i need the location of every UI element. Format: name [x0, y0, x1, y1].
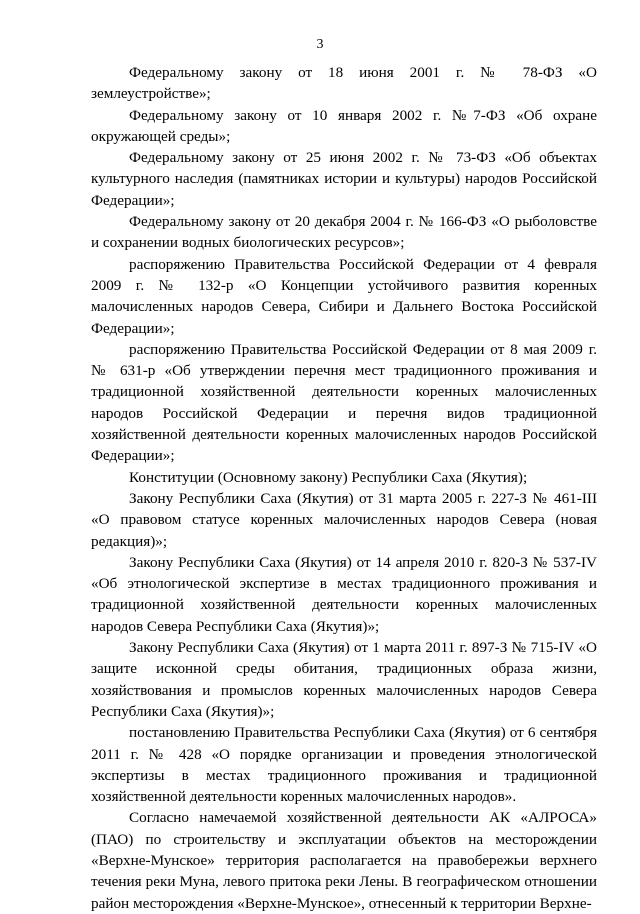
paragraph-law-yakutia-715: Закону Республики Саха (Якутия) от 1 марта 2011 г. 897-З № 715-IV «О защите исконной среды обитания, традиционных образа жизни, хозяйствования и промыслов коренных малочисленных народов Севера Республики Саха (Якутия)»;	[91, 639, 597, 720]
paragraph-law-yakutia-461: Закону Республики Саха (Якутия) от 31 марта 2005 г. 227-З № 461-III «О правовом статусе коренных малочисленных народов Севера (новая редакция)»;	[91, 489, 597, 550]
paragraph-resolution-428: постановлению Правительства Республики Саха (Якутия) от 6 сентября 2011 г. № 428 «О порядке организации и проведения этнологической экспертизы в местах традиционного проживания и традиционной хозяйственной деятельности коренных малочисленных народов».	[91, 724, 597, 806]
paragraph-alrosa-activity: Согласно намечаемой хозяйственной деятельности АК «АЛРОСА» (ПАО) по строительству и эксплуатации объектов на месторождении «Верхне-Мунское» территория располагается на правобережьи верхнего течения реки Муна, левого притока реки Лены. В географическом отношении район месторождения «Верхне-Мунское», отнесенный к территории Верхне-	[91, 809, 597, 912]
paragraph-constitution-yakutia: Конституции (Основному закону) Республики Саха (Якутия);	[129, 468, 528, 486]
paragraph-law-yakutia-537: Закону Республики Саха (Якутия) от 14 апреля 2010 г. 820-З № 537-IV «Об этнологической экспертизе в местах традиционного проживания и традиционной хозяйственной деятельности коренных малочисленных народов Севера Республики Саха (Якутия)»;	[91, 553, 597, 635]
page-number: 3	[316, 37, 324, 52]
paragraph-law-land-management: Федеральному закону от 18 июня 2001 г. № 78-ФЗ «О землеустройстве»;	[91, 64, 597, 103]
paragraph-order-631r: распоряжению Правительства Российской Федерации от 8 мая 2009 г. № 631-р «Об утверждении перечня мест традиционного проживания и традиционной хозяйственной деятельности коренных малочисленных народов Российской Федерации и перечня видов традиционной хозяйственной деятельности коренных малочисленных народов Российской Федерации»;	[91, 340, 597, 465]
paragraph-law-environment: Федеральному закону от 10 января 2002 г. №7-ФЗ «Об охране окружающей среды»;	[91, 106, 597, 145]
document-body	[91, 62, 597, 914]
paragraph-order-132r: распоряжению Правительства Российской Федерации от 4 февраля 2009 г. № 132-р «О Концепции устойчивого развития коренных малочисленных народов Севера, Сибири и Дальнего Востока Российской Федерации»;	[91, 255, 597, 337]
paragraph-law-cultural-heritage: Федеральному закону от 25 июня 2002 г. № 73-ФЗ «Об объектах культурного наследия (памятниках истории и культуры) народов Российской Федерации»;	[91, 149, 597, 209]
paragraph-law-fisheries: Федеральному закону от 20 декабря 2004 г. № 166-ФЗ «О рыболовстве и сохранении водных биологических ресурсов»;	[91, 213, 597, 252]
